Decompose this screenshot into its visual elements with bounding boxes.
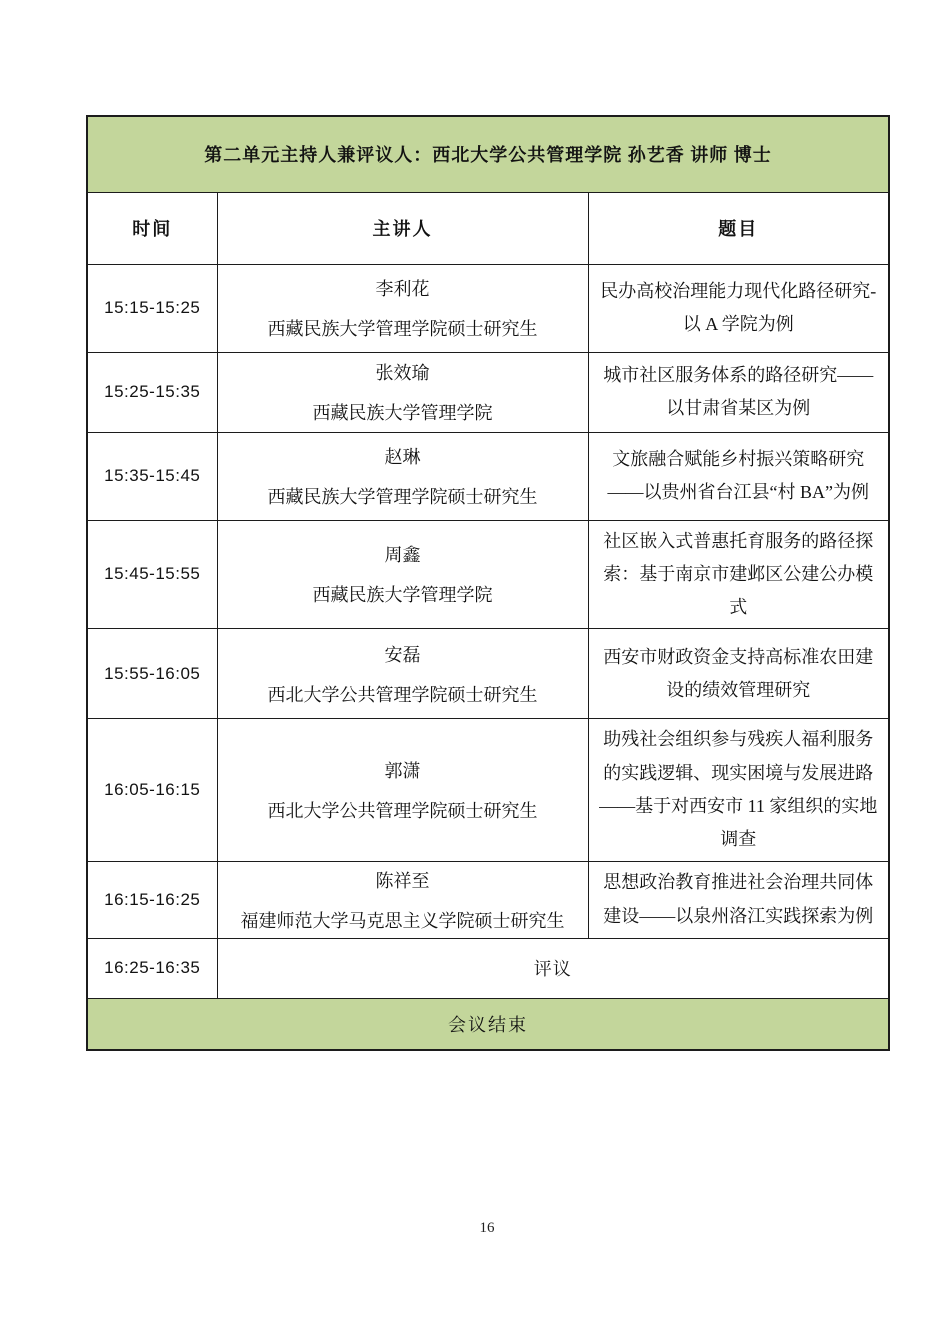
review-cell: 评议 [217,938,889,998]
session-header: 第二单元主持人兼评议人：西北大学公共管理学院 孙艺香 讲师 博士 [87,116,889,192]
column-header-speaker: 主讲人 [217,192,588,264]
topic-cell: 民办高校治理能力现代化路径研究-以 A 学院为例 [588,264,889,352]
speaker-affiliation: 西北大学公共管理学院硕士研究生 [267,684,538,705]
table-row [87,719,889,861]
topic-cell: 城市社区服务体系的路径研究——以甘肃省某区为例 [588,352,889,432]
time-cell: 15:15-15:25 [87,264,217,352]
speaker-name: 郭潇 [384,760,421,781]
speaker-cell [217,352,588,432]
topic-cell: 西安市财政资金支持高标准农田建设的绩效管理研究 [588,629,889,719]
speaker-name: 张效瑜 [375,363,430,383]
table-row [87,352,889,432]
topic-cell: 社区嵌入式普惠托育服务的路径探索：基于南京市建邺区公建公办模式 [588,520,889,629]
speaker-cell [217,719,588,861]
speaker-affiliation: 福建师范大学马克思主义学院硕士研究生 [240,910,565,931]
time-cell: 15:35-15:45 [87,432,217,520]
table-row [87,264,889,352]
table-row [87,861,889,938]
column-header-time: 时间 [87,192,217,264]
review-row [87,938,889,998]
meeting-end-cell: 会议结束 [87,998,889,1050]
speaker-name: 赵琳 [384,447,421,467]
speaker-affiliation: 西藏民族大学管理学院硕士研究生 [267,487,538,507]
time-cell: 16:15-16:25 [87,861,217,938]
speaker-affiliation: 西藏民族大学管理学院 [312,403,493,423]
table-row [87,520,889,629]
page-number: 16 [479,1220,495,1236]
time-cell: 16:05-16:15 [87,719,217,861]
topic-cell: 思想政治教育推进社会治理共同体建设——以泉州洛江实践探索为例 [588,861,889,938]
speaker-cell [217,432,588,520]
speaker-cell [217,520,588,629]
speaker-name: 周鑫 [384,545,421,566]
speaker-affiliation: 西北大学公共管理学院硕士研究生 [267,800,538,821]
speaker-cell [217,861,588,938]
time-cell: 16:25-16:35 [87,938,217,998]
footer-row [87,998,889,1050]
time-cell: 15:45-15:55 [87,520,217,629]
speaker-affiliation: 西藏民族大学管理学院 [312,585,493,606]
column-header-row [87,192,889,264]
topic-cell: 助残社会组织参与残疾人福利服务的实践逻辑、现实困境与发展进路——基于对西安市 11 家组织的实地调查 [588,719,889,861]
speaker-name: 安磊 [384,644,421,665]
speaker-affiliation: 西藏民族大学管理学院硕士研究生 [267,319,538,339]
topic-cell: 文旅融合赋能乡村振兴策略研究——以贵州省台江县“村 BA”为例 [588,432,889,520]
session-header-row [87,116,889,192]
speaker-name: 陈祥至 [375,870,430,891]
column-header-topic: 题目 [588,192,889,264]
table-row [87,432,889,520]
speaker-cell [217,629,588,719]
table-row [87,629,889,719]
speaker-cell [217,264,588,352]
schedule-table [86,115,890,1051]
speaker-name: 李利花 [375,279,430,299]
time-cell: 15:55-16:05 [87,629,217,719]
time-cell: 15:25-15:35 [87,352,217,432]
